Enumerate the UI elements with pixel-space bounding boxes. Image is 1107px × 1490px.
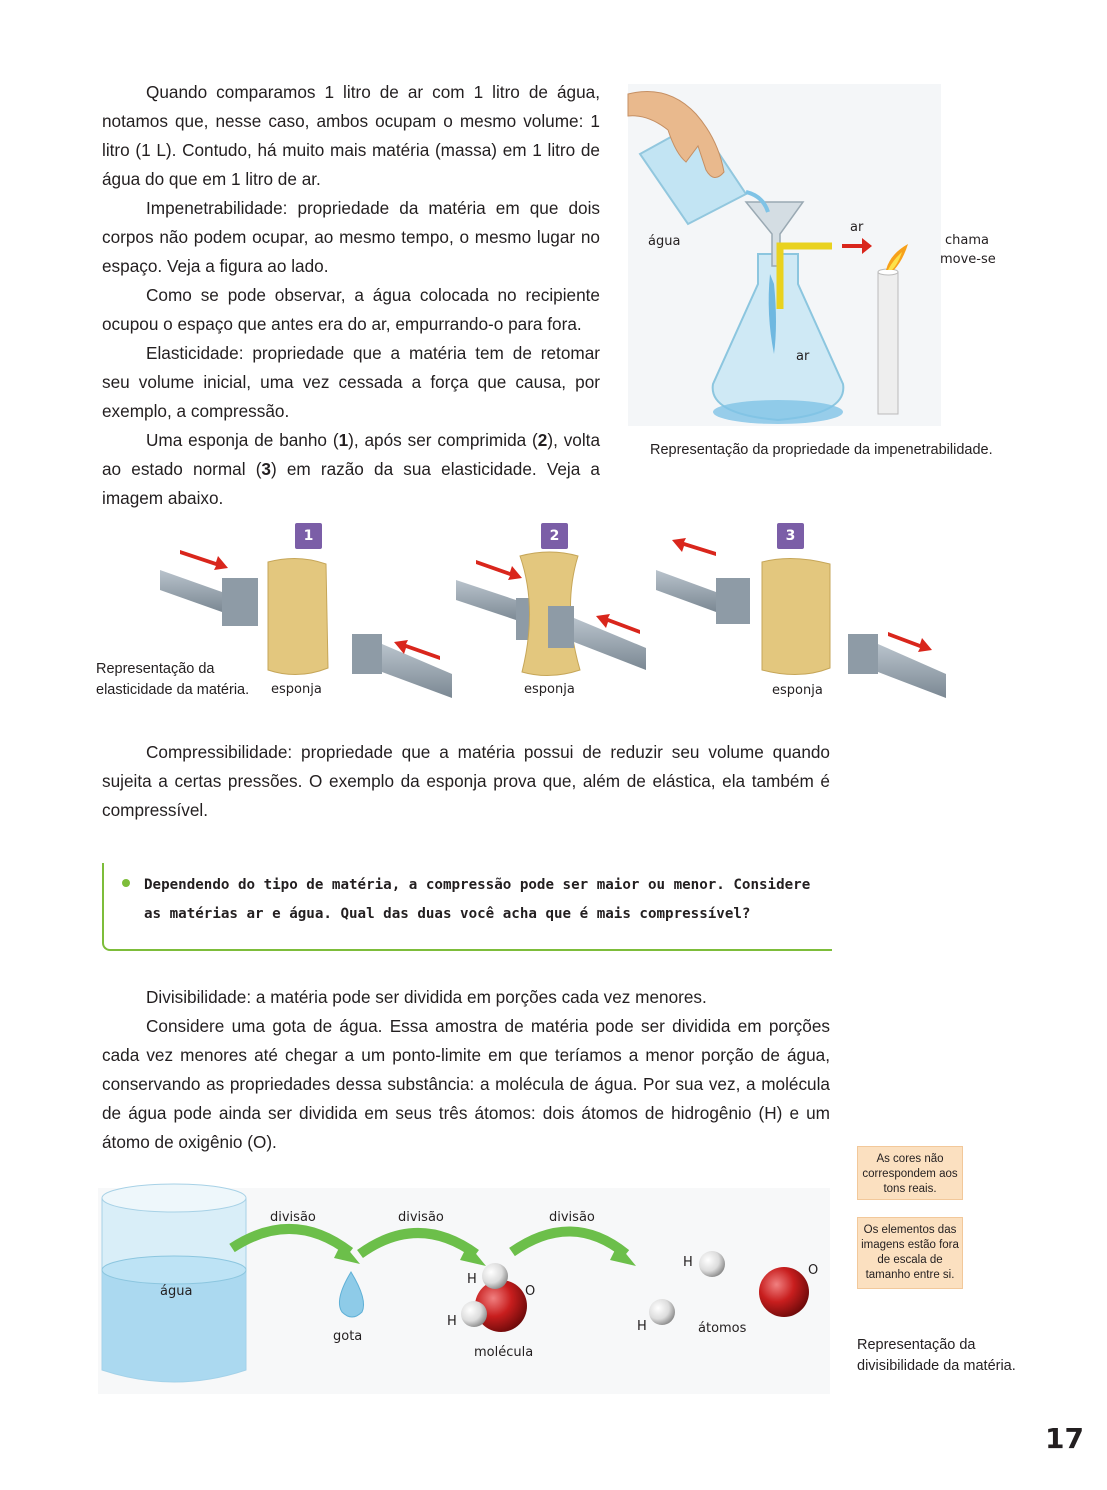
step-number-1: 1 [295, 523, 322, 549]
label-atoms: átomos [698, 1321, 747, 1336]
label-air-arrow: ar [850, 220, 864, 235]
label-flame-line1: chama [945, 233, 989, 248]
paragraph-water-observation: Como se pode observar, a água colocada no recipiente ocupou o espaço que antes era do ar, empurrando-o para fora. [102, 285, 600, 334]
label-sponge-3: esponja [772, 683, 823, 698]
label-molecule-H1: H [467, 1272, 477, 1287]
term-elasticity: Elasticidade [146, 343, 239, 363]
note-colors: As cores não correspondem aos tons reais. [857, 1146, 963, 1200]
label-water-cylinder: água [160, 1284, 193, 1299]
step-number-2: 2 [541, 523, 568, 549]
impenetrability-figure [628, 84, 941, 426]
paragraph-water-drop: Considere uma gota de água. Essa amostra de matéria pode ser dividida em porções cada vez menores até chegar a um ponto-limite em que teríamos a menor porção de água, conservando as propriedades dessa substância: a molécula de água. Por sua vez, a molécula de água pode ainda ser dividida em seus três átomos: dois átomos de hidrogênio (H) e um átomo de oxigênio (O). [102, 1016, 830, 1152]
label-molecule-H2: H [447, 1314, 457, 1329]
caption-divisibility-line1: Representação da [857, 1337, 976, 1353]
stage-2 [456, 552, 646, 676]
label-division-1: divisão [270, 1210, 316, 1225]
note-scale: Os elementos das imagens estão fora de escala de tamanho entre si. [857, 1217, 963, 1289]
paragraph-impenetrability: Impenetrabilidade: propriedade da matéria em que dois corpos não podem ocupar, ao mesmo tempo, o mesmo lugar no espaço. Veja a figura ao lado. [102, 198, 600, 276]
label-atom-H2: H [637, 1319, 647, 1334]
paragraph-compressibility: Compressibilidade: propriedade que a matéria possui de reduzir seu volume quando sujeita a certas pressões. O exemplo da esponja prova que, além de elástica, ela também é compressível. [102, 742, 830, 820]
page-number: 17 [1045, 1422, 1084, 1455]
divisibility-figure [98, 1188, 830, 1394]
label-atom-H1: H [683, 1255, 693, 1270]
paragraph-divisibility: Divisibilidade: a matéria pode ser dividida em porções cada vez menores. [146, 987, 707, 1007]
question-text: Dependendo do tipo de matéria, a compressão pode ser maior ou menor. Considere as matérias ar e água. Qual das duas você acha que é mais compressível? [144, 877, 811, 922]
label-flame-line2: move-se [940, 252, 996, 267]
label-molecule: molécula [474, 1345, 534, 1360]
term-impenetrability: Impenetrabilidade [146, 198, 283, 218]
label-molecule-O: O [525, 1284, 536, 1299]
label-division-2: divisão [398, 1210, 444, 1225]
term-compressibility: Compressibilidade [146, 742, 288, 762]
paragraph-sponge: Uma esponja de banho (1), após ser comprimida (2), volta ao estado normal (3) em razão da sua elasticidade. Veja a imagem abaixo. [102, 430, 601, 508]
impenetrability-illustration [628, 84, 941, 426]
label-water: água [648, 234, 681, 249]
bullet-icon [122, 879, 130, 887]
caption-divisibility-line2: divisibilidade da matéria. [857, 1358, 1016, 1374]
term-divisibility: Divisibilidade [146, 987, 247, 1007]
divisibility-illustration [98, 1188, 830, 1394]
label-sponge-2: esponja [524, 682, 575, 697]
paragraph-mass-comparison: Quando comparamos 1 litro de ar com 1 litro de água, notamos que, nesse caso, ambos ocupam o mesmo volume: 1 litro (1 L). Contudo, há muito mais matéria (massa) em 1 litro de água do que em 1 litro de ar. [102, 82, 600, 189]
label-atom-O: O [808, 1263, 819, 1278]
stage-3 [656, 538, 946, 698]
paragraph-elasticity: Elasticidade: propriedade que a matéria tem de retomar seu volume inicial, uma vez cessada a força que causa, por exemplo, a compressão. [102, 343, 600, 421]
caption-elasticity-line2: elasticidade da matéria. [96, 682, 250, 698]
label-division-3: divisão [549, 1210, 595, 1225]
caption-elasticity-line1: Representação da [96, 661, 215, 677]
label-air-inside: ar [796, 349, 810, 364]
question-box [102, 863, 832, 951]
step-number-3: 3 [777, 523, 804, 549]
label-sponge-1: esponja [271, 682, 322, 697]
label-drop: gota [333, 1329, 363, 1344]
caption-impenetrability: Representação da propriedade da impenetrabilidade. [650, 442, 993, 458]
